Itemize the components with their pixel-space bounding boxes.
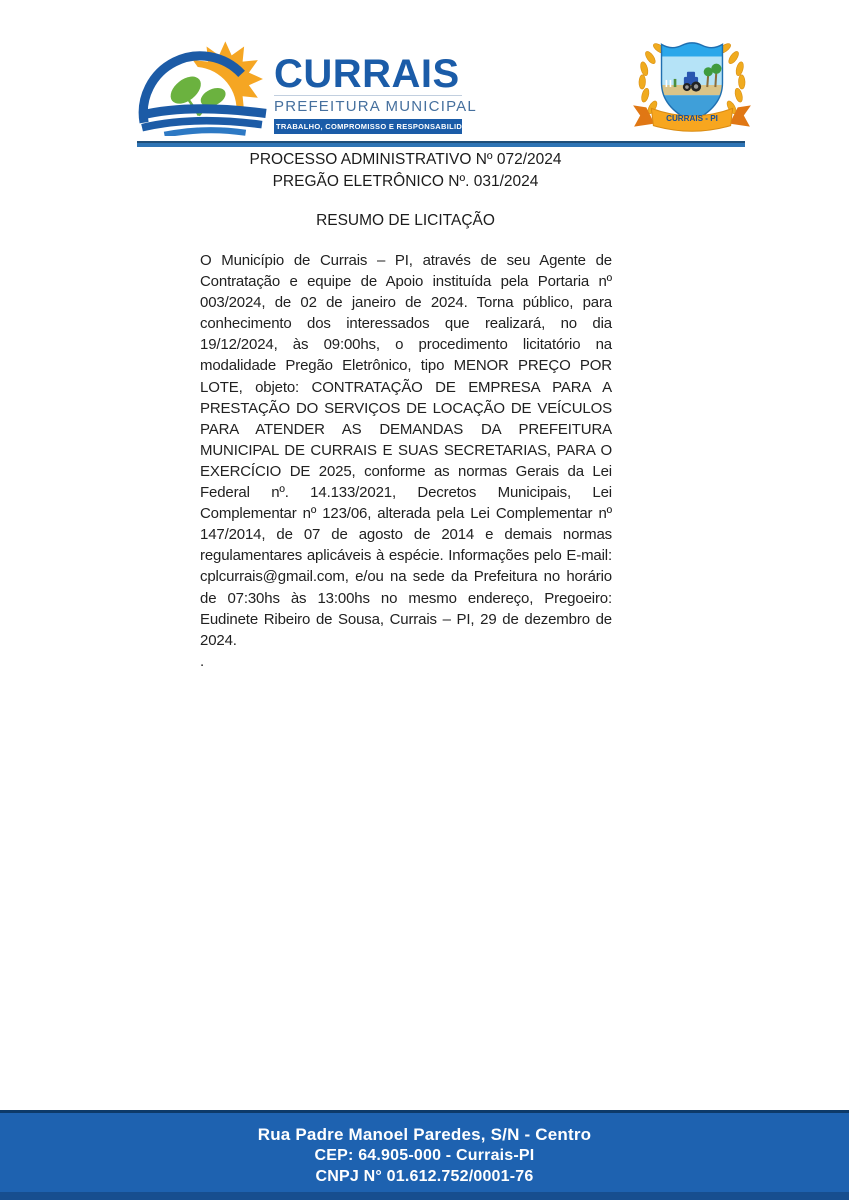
currais-coat-of-arms-icon xyxy=(628,34,756,134)
summary-paragraph: O Município de Currais – PI, através de seu Agente de Contratação e equipe de Apoio instituída pela Portaria nº 003/2024, de 02 de janeiro de 2024. Torna público, para conhecimento dos interessados que realizará, no dia 19/12/2024, às 09:00hs, o procedimento licitatório na modalidade Pregão Eletrônico, tipo MENOR PREÇO POR LOTE, objeto: CONTRATAÇÃO DE EMPRESA PARA A PRESTAÇÃO DO SERVIÇOS DE LOCAÇÃO DE VEÍCULOS PARA ATENDER AS DEMANDAS DA PREFEITURA MUNICIPAL DE CURRAIS E SUAS SECRETARIAS, PARA O EXERCÍCIO DE 2025, conforme as normas Gerais da Lei Federal nº. 14.133/2021, Decretos Municipais, Lei Complementar nº 123/06, alterada pela Lei Complementar nº 147/2014, de 07 de agosto de 2014 e demais normas regulamentares aplicáveis à espécie. Informações pelo E-mail: cplcurrais@gmail.com, e/ou na sede da Prefeitura no horário de 07:30hs às 13:00hs no mesmo endereço, Pregoeiro: Eudinete Ribeiro de Sousa, Currais – PI, 29 de dezembro de 2024. xyxy=(200,252,612,649)
document-body-block xyxy=(200,250,612,672)
header-rule xyxy=(137,141,745,147)
footer-address-block xyxy=(0,1113,849,1187)
municipal-logo xyxy=(138,30,479,136)
crest-ribbon-label: CURRAIS - PI xyxy=(666,114,718,124)
footer-cep-line: CEP: 64.905-000 - Currais-PI xyxy=(314,1147,535,1164)
footer-band xyxy=(0,1110,849,1200)
footer-street-line: Rua Padre Manoel Paredes, S/N - Centro xyxy=(257,1125,592,1144)
document-title-block xyxy=(200,149,611,192)
footer-cnpj-line: CNPJ N° 01.612.752/0001-76 xyxy=(315,1168,534,1185)
auction-number-line: PREGÃO ELETRÔNICO Nº. 031/2024 xyxy=(272,172,539,190)
logo-subtitle: PREFEITURA MUNICIPAL xyxy=(274,98,477,115)
logo-title: CURRAIS xyxy=(274,52,460,96)
logo-text-block xyxy=(274,52,479,134)
process-number-line: PROCESSO ADMINISTRATIVO Nº 072/2024 xyxy=(249,151,562,168)
sun-leaves-field-logo-icon xyxy=(138,30,268,136)
footer-bottom-strip xyxy=(0,1192,849,1200)
trailing-dot: . xyxy=(200,652,205,670)
logo-slogan-banner: TRABALHO, COMPROMISSO E RESPONSABILIDADE xyxy=(274,119,462,134)
section-title: RESUMO DE LICITAÇÃO xyxy=(316,212,495,229)
